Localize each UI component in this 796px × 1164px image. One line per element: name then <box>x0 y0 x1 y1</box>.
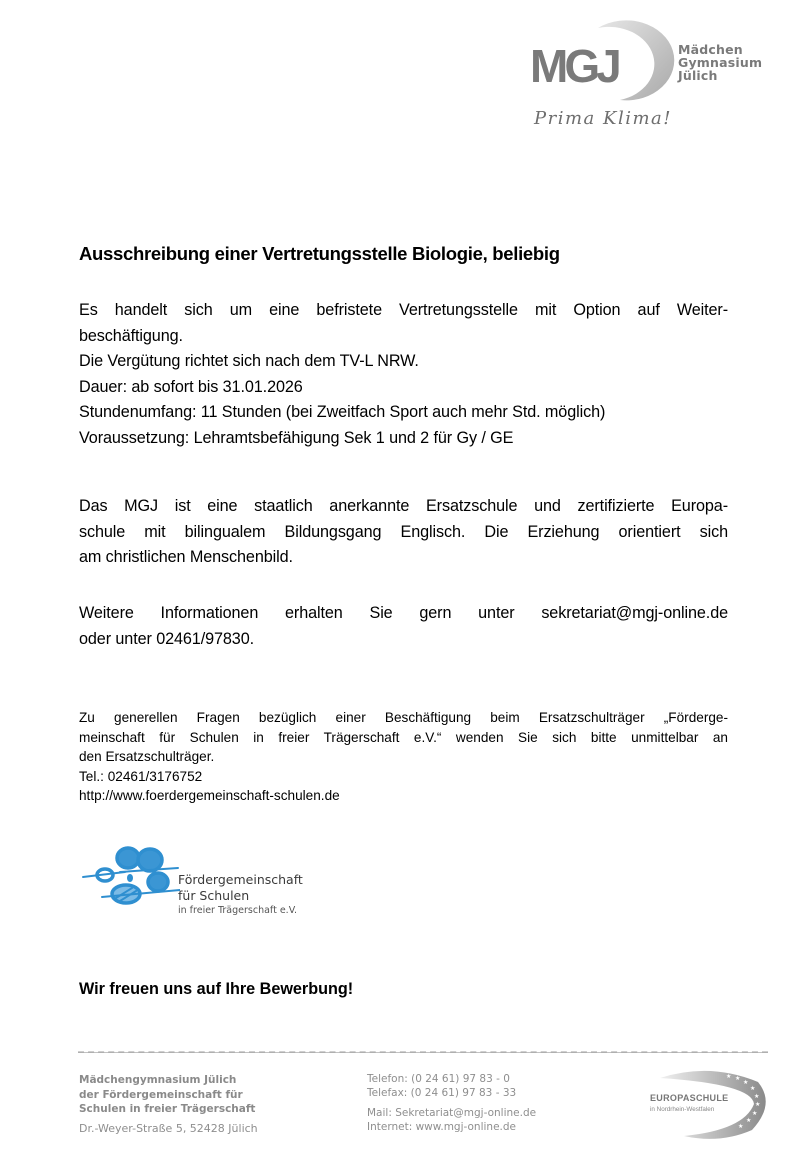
foerder-logo-line: für Schulen <box>178 888 250 903</box>
carrier-note-line: meinschaft für Schulen in freier Trägerschaft e.V.“ wenden Sie sich bitte unmittelbar an <box>79 729 728 745</box>
contact-line: Weitere Informationen erhalten Sie gern unter sekretariat@mgj-online.de <box>79 604 728 622</box>
footer-organization <box>79 1073 258 1136</box>
details-line: Es handelt sich um eine befristete Vertretungsstelle mit Option auf Weiter- <box>79 301 728 319</box>
details-line: Dauer: ab sofort bis 31.01.2026 <box>79 377 303 396</box>
footer-divider-line <box>78 1052 768 1053</box>
footer-address: Dr.-Weyer-Straße 5, 52428 Jülich <box>79 1121 258 1135</box>
svg-text:★: ★ <box>752 1110 758 1117</box>
footer-contact <box>367 1073 536 1134</box>
carrier-phone: Tel.: 02461/3176752 <box>79 768 203 784</box>
school-description <box>79 494 728 571</box>
svg-text:★: ★ <box>726 1073 732 1080</box>
school-name-line: Gymnasium <box>678 55 763 70</box>
about-line: Das MGJ ist eine staatlich anerkannte Ersatzschule und zertifizierte Europa- <box>79 497 728 515</box>
carrier-url-link[interactable]: http://www.foerdergemeinschaft-schulen.de <box>79 788 340 803</box>
carrier-note-line: Zu generellen Fragen bezüglich einer Beschäftigung beim Ersatzschulträger „Förderge- <box>79 710 728 725</box>
europaschule-subtitle: in Nordrhein-Westfalen <box>650 1106 715 1113</box>
mgj-logo <box>528 16 778 134</box>
contact-line: oder unter 02461/97830. <box>79 629 255 648</box>
svg-text:★: ★ <box>755 1101 761 1108</box>
svg-text:★: ★ <box>743 1079 749 1086</box>
foerder-logo-mark <box>80 842 180 922</box>
details-line: Voraussetzung: Lehramtsbefähigung Sek 1 und 2 für Gy / GE <box>79 428 514 447</box>
footer-org-line: der Fördergemeinschaft für <box>79 1088 243 1101</box>
about-line: am christlichen Menschenbild. <box>79 548 293 566</box>
closing-line: Wir freuen uns auf Ihre Bewerbung! <box>79 980 354 998</box>
about-line: schule mit bilingualem Bildungsgang Englisch. Die Erziehung orientiert sich <box>79 522 728 541</box>
details-line: beschäftigung. <box>79 326 183 345</box>
foerder-logo-line: in freier Trägerschaft e.V. <box>178 905 297 916</box>
footer-org-line: Mädchengymnasium Jülich <box>79 1074 237 1086</box>
footer-mail-link[interactable]: Mail: Sekretariat@mgj-online.de <box>367 1107 537 1119</box>
europaschule-title: EUROPASCHULE <box>650 1093 729 1103</box>
svg-text:★: ★ <box>750 1085 756 1092</box>
svg-text:★: ★ <box>738 1123 744 1130</box>
svg-text:★: ★ <box>746 1117 752 1124</box>
mgj-logo-mark <box>528 16 678 106</box>
slogan: Prima Klima! <box>534 108 672 129</box>
mgj-letters: MGJ <box>530 40 618 92</box>
carrier-note-line: den Ersatzschulträger. <box>79 749 215 764</box>
school-name <box>678 43 762 82</box>
contact-info <box>79 601 728 652</box>
page-title: Ausschreibung einer Vertretungsstelle Biologie, beliebig <box>79 243 560 264</box>
school-name-line: Jülich <box>678 68 718 83</box>
carrier-note <box>79 708 728 806</box>
svg-text:★: ★ <box>735 1075 741 1082</box>
footer-org-line: Schulen in freier Trägerschaft <box>79 1103 256 1115</box>
svg-text:★: ★ <box>754 1093 760 1100</box>
details-line: Die Vergütung richtet sich nach dem TV-L NRW. <box>79 352 419 370</box>
footer-internet-link[interactable]: Internet: www.mgj-online.de <box>367 1120 516 1133</box>
europaschule-badge <box>640 1064 772 1140</box>
foerdergemeinschaft-logo <box>80 842 320 922</box>
foerder-logo-line: Fördergemeinschaft <box>178 872 303 887</box>
footer-telefon: Telefon: (0 24 61) 97 83 - 0 <box>367 1073 510 1085</box>
school-name-line: Mädchen <box>678 42 743 57</box>
details-line: Stundenumfang: 11 Stunden (bei Zweitfach Sport auch mehr Std. möglich) <box>79 403 606 421</box>
footer-telefax: Telefax: (0 24 61) 97 83 - 33 <box>367 1086 517 1099</box>
job-details <box>79 298 728 451</box>
